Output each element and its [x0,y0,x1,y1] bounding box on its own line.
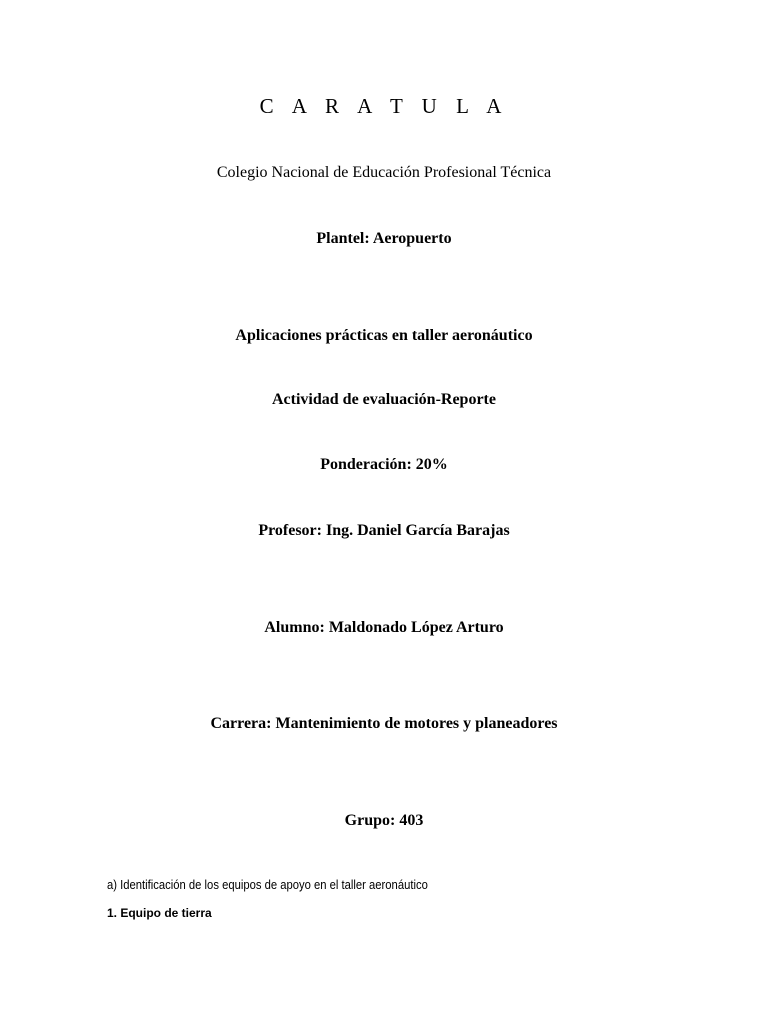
weighting-line: Ponderación: 20% [320,456,448,473]
school-name: Colegio Nacional de Educación Profesional Técnica [216,164,552,181]
list-item-heading-1: 1. Equipo de tierra [107,906,212,920]
student-line: Alumno: Maldonado López Arturo [264,619,504,636]
group-line: Grupo: 403 [344,812,424,829]
activity-line: Actividad de evaluación-Reporte [272,391,496,408]
plantel-line: Plantel: Aeropuerto [316,230,452,247]
teacher-line: Profesor: Ing. Daniel García Barajas [258,522,510,539]
cover-title: C A R A T U L A [259,94,509,118]
career-line: Carrera: Mantenimiento de motores y planeadores [210,715,558,732]
subject-line: Aplicaciones prácticas en taller aeronáutico [235,327,533,344]
section-heading-a: a) Identificación de los equipos de apoyo en el taller aeronáutico [107,878,428,892]
